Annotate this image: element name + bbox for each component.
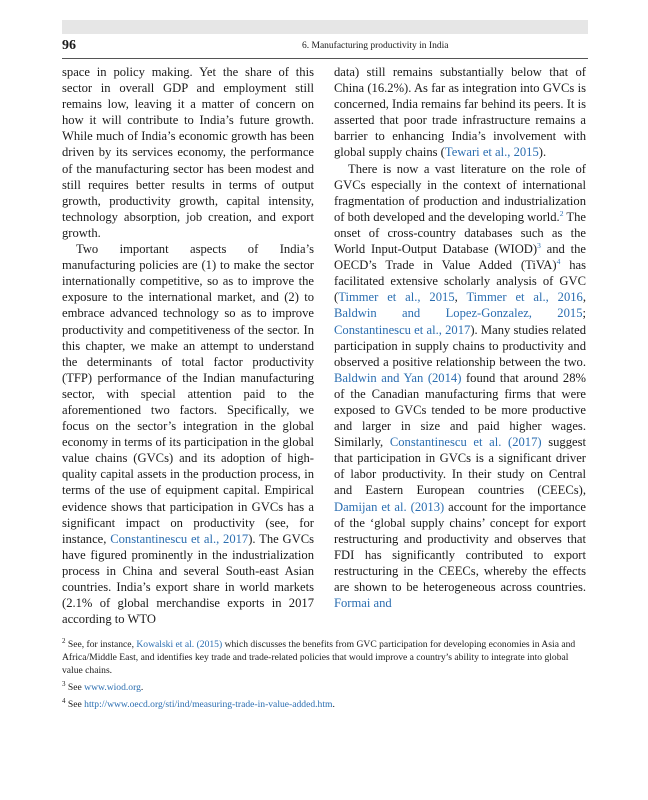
citation-link[interactable]: Constantinescu et al., 2017 [334, 322, 471, 337]
footnote-2 [62, 638, 588, 677]
paragraph-text: ; [582, 306, 586, 321]
footnote-text: See, for instance, [65, 639, 137, 650]
left-column [62, 64, 314, 627]
header-bar [62, 20, 588, 34]
paragraph-text: found that around 28% of the Canadian manufacturing firms that were exposed to GVCs tended to be more productive and larger in size and paid higher wages. Similarly, [334, 370, 586, 450]
paragraph-text: There is now a vast literature on the role of GVCs especially in the context of international fragmentation of production and industrialization of both developed and the developing world. [334, 161, 586, 224]
citation-link[interactable]: Damijan et al. (2013) [334, 499, 445, 514]
paragraph-text: ). [538, 145, 547, 160]
running-header [62, 38, 588, 59]
paragraph-text: Two important aspects of India’s manufacturing policies are (1) to make the sector internationally competitive, so as to improve the exposure to the international market, and (2) to embrace advanced technology so as to improve productivity and competitiveness of the sector. In this chapter, we make an attempt to understand the determinants of total factor productivity (TFP) performance of the Indian manufacturing sector, with special attention paid to the aforementioned two factors. Specifically, we focus on the sector’s integration in the global economy in terms of its participation in the global value chains (GVCs) and its adoption of high-quality capital assets in the production process, in terms of the use of equipment capital. Empirical evidence shows that participation in GVCs has a significant impact on productivity (see, for instance, [62, 242, 314, 546]
citation-link[interactable]: Constantinescu et al., 2017 [110, 531, 249, 546]
citation-link[interactable]: Tewari et al., 2015 [444, 145, 539, 160]
citation-link[interactable]: Baldwin and Lopez-Gonzalez, 2015 [334, 306, 583, 321]
right-paragraph-1 [334, 64, 586, 161]
citation-link[interactable]: Timmer et al., 2015 [338, 290, 455, 305]
running-title: 6. Manufacturing productivity in India [302, 41, 449, 51]
right-paragraph-2 [334, 161, 586, 612]
paragraph-text: data) still remains substantially below that of China (16.2%). As far as integration into GVCs is concerned, India remains far behind its peers. It is asserted that poor trade infrastructure remains a barrier to enhancing India’s involvement with global supply chains ( [334, 65, 586, 160]
paragraph-text: ). The GVCs have figured prominently in the industrialization process in China and several South-east Asian countries. India’s export share in world markets (2.1% of global merchandise exports in 2017 according to WTO [62, 531, 315, 627]
footnotes [62, 638, 588, 715]
page-number: 96 [62, 38, 76, 53]
paragraph-text: has facilitated extensive scholarly analysis of GVC ( [334, 258, 586, 305]
footnote-text: See [65, 699, 85, 710]
left-paragraph-1: space in policy making. Yet the share of this sector in overall GDP and employment still remains low, leaving it a matter of concern on how it will contribute to India’s future growth. While much of India’s economic growth has been driven by its services economy, the performance of the manufacturing sector has been modest and still requires better results in terms of output growth, productivity growth, capital intensity, technology absorption, job creation, and export growth. [62, 65, 314, 240]
footnote-number: 2 [62, 636, 66, 645]
citation-link[interactable]: Constantinescu et al. (2017) [389, 435, 542, 450]
citation-link[interactable]: Kowalski et al. (2015) [136, 639, 223, 650]
footnote-text: . [332, 699, 335, 710]
footnote-text: . [140, 682, 144, 693]
footnote-text: which discusses the benefits from GVC participation for developing economies in Asia and Africa/Middle East, and identifies key trade and trade-related policies that would improve a country’s ability to integrate into global value chains. [62, 639, 576, 676]
footnote-text: See [65, 682, 85, 693]
footnote-4 [62, 698, 588, 711]
footnote-ref[interactable]: 2 [559, 208, 564, 218]
paragraph-text: suggest that participation in GVCs is a significant driver of labor productivity. In their study on Central and Eastern European countries (CEECs), [334, 435, 586, 498]
paragraph-text: and the OECD’s Trade in Value Added (TiVA) [334, 242, 586, 273]
footnote-ref[interactable]: 3 [537, 240, 541, 250]
paragraph-text: , [582, 290, 587, 305]
url-link[interactable]: www.wiod.org [84, 682, 141, 693]
footnote-3 [62, 681, 588, 694]
citation-link[interactable]: Baldwin and Yan (2014) [334, 370, 462, 385]
citation-link[interactable]: Timmer et al., 2016 [466, 290, 583, 305]
footnote-number: 4 [62, 696, 66, 705]
footnote-ref[interactable]: 4 [556, 256, 561, 266]
paragraph-text: account for the importance of the ‘global supply chains’ concept for export restructuring and productivity and observes that FDI has significantly contributed to export restructuring in the CEECs, whereby the effects are shown to be heterogeneous across countries. [334, 499, 586, 594]
citation-link[interactable]: Formai and [334, 596, 392, 611]
paragraph-text: ). Many studies related participation in supply chains to productivity and observed a positive relationship between the two. [334, 322, 586, 369]
right-column [334, 64, 586, 611]
url-link[interactable]: http://www.oecd.org/sti/ind/measuring-trade-in-value-added.htm [84, 699, 333, 710]
footnote-number: 3 [62, 679, 66, 688]
paragraph-text: , [454, 290, 467, 305]
paragraph-text: The onset of cross-country databases such as the World Input-Output Database (WIOD) [334, 209, 586, 257]
left-paragraph-2 [62, 241, 314, 627]
